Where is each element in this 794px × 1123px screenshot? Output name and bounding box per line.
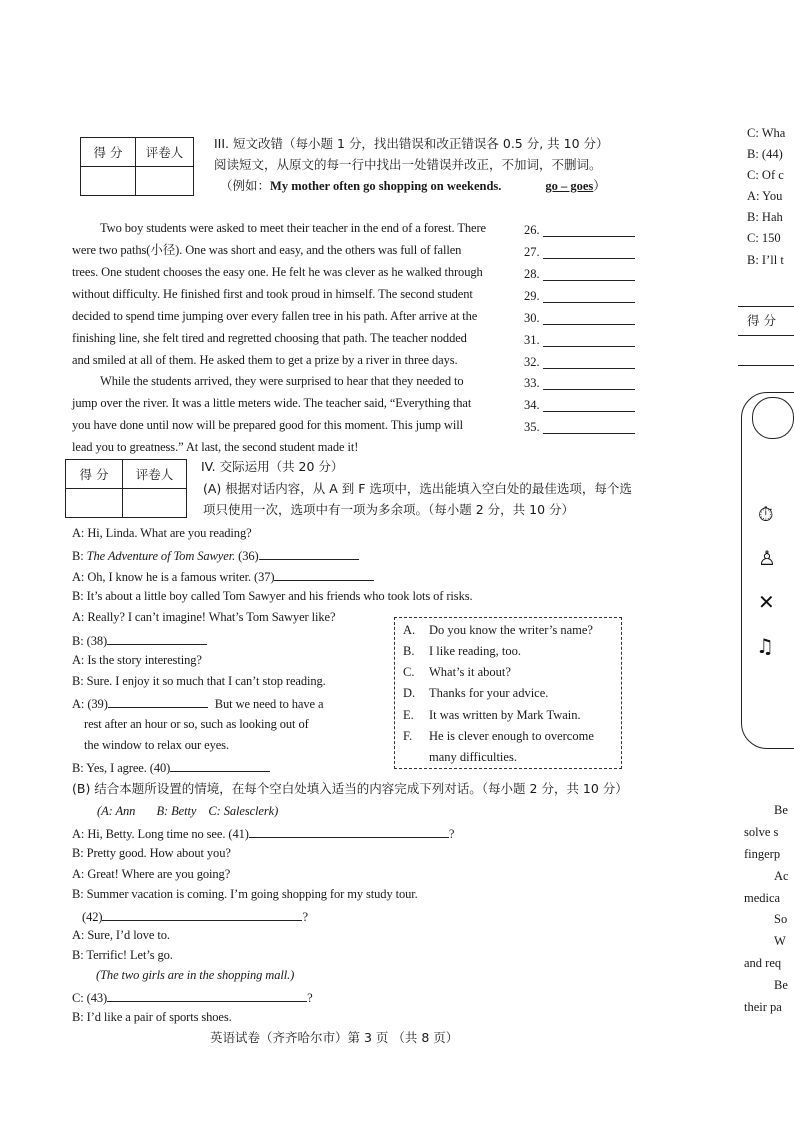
passage-line: Two boy students were asked to meet their teacher in the end of a forest. There (100, 221, 486, 235)
strip-line: Ac (774, 869, 789, 883)
answer-number-27: 27. (524, 245, 540, 259)
answer-blank-38[interactable] (107, 632, 207, 645)
grader-label: 评卷人 (123, 460, 187, 489)
roles-line: (A: Ann B: Betty C: Salesclerk) (97, 804, 279, 818)
strip-score-divider (738, 335, 794, 336)
answer-line-35[interactable] (543, 433, 635, 434)
answer-number-26: 26. (524, 223, 540, 237)
answer-line-26[interactable] (543, 236, 635, 237)
answer-blank-41[interactable] (249, 825, 449, 838)
score-label: 得 分 (66, 460, 123, 489)
strip-line: and req (744, 956, 782, 970)
passage-line: jump over the river. It was a little meters wide. The teacher said, “Everything that (72, 396, 472, 410)
answer-line-27[interactable] (543, 258, 635, 259)
option-c: C. What’s it about? (403, 665, 511, 679)
section4-partA-instruction: (A) 根据对话内容，从 A 到 F 选项中，选出能填入空白处的最佳选项，每个选 (203, 481, 632, 496)
grader-cell[interactable] (136, 167, 194, 196)
answer-blank-39[interactable] (108, 695, 208, 708)
answer-number-31: 31. (524, 333, 540, 347)
dialog-line: A: Hi, Linda. What are you reading? (72, 526, 252, 540)
passage-line: without difficulty. He finished first and took proud in himself. The second student (72, 287, 473, 301)
strip-line: their pa (744, 1000, 782, 1014)
stage-direction: (The two girls are in the shopping mall.) (96, 968, 295, 982)
strip-line: B: (44) (747, 147, 783, 161)
answer-blank-37[interactable] (274, 568, 374, 581)
strip-line: medica (744, 891, 781, 905)
answer-line-33[interactable] (543, 389, 635, 390)
passage-line: trees. One student chooses the easy one. He felt he was clever as he walked through (72, 265, 483, 279)
dialog-line: A: Is the story interesting? (72, 653, 202, 667)
right-strip (738, 0, 794, 1123)
dialog-line: A: Sure, I’d love to. (72, 928, 170, 942)
exercise-icon: ✕ (758, 590, 775, 614)
strip-line: A: You (747, 189, 783, 203)
strip-score-box (738, 306, 794, 366)
dialog-line: B: Yes, I agree. (40) (72, 759, 270, 776)
option-b: B. I like reading, too. (403, 644, 521, 658)
answer-number-30: 30. (524, 311, 540, 325)
section3-example: （例如：My mother often go shopping on weekends. go – goes） (220, 178, 606, 193)
dialog-line: rest after an hour or so, such as looking out of (84, 717, 309, 731)
option-f: F. He is clever enough to overcome (403, 729, 594, 743)
grader-label: 评卷人 (136, 138, 194, 167)
strip-line: B: I’ll t (747, 253, 784, 267)
strip-line: C: Of c (747, 168, 784, 182)
option-f-cont: many difficulties. (429, 750, 517, 764)
section3-instruction: 阅读短文，从原文的每一行中找出一处错误并改正，不加词，不删词。 (214, 157, 602, 172)
passage-line: While the students arrived, they were surprised to hear that they needed to (100, 374, 464, 388)
answer-blank-36[interactable] (259, 547, 359, 560)
answer-line-32[interactable] (543, 368, 635, 369)
page-footer: 英语试卷（齐齐哈尔市）第 3 页 （共 8 页） (210, 1030, 459, 1045)
answer-number-34: 34. (524, 398, 540, 412)
strip-line: solve s (744, 825, 779, 839)
strip-illustration-frame (741, 392, 794, 749)
dialog-line: A: (39) But we need to have a (72, 697, 324, 711)
answer-line-28[interactable] (543, 280, 635, 281)
strip-line: Be (774, 803, 788, 817)
section4-partA-instruction-cont: 项只使用一次，选项中有一项为多余项。（每小题 2 分，共 10 分） (203, 502, 575, 517)
answer-line-29[interactable] (543, 302, 635, 303)
option-d: D. Thanks for your advice. (403, 686, 549, 700)
dialog-line: B: Pretty good. How about you? (72, 846, 231, 860)
dialog-line: A: Really? I can’t imagine! What’s Tom Sawyer like? (72, 610, 336, 624)
dialog-line: the window to relax our eyes. (84, 738, 229, 752)
strip-line: Be (774, 978, 788, 992)
answer-number-28: 28. (524, 267, 540, 281)
dialog-line: B: The Adventure of Tom Sawyer. (36) (72, 547, 359, 564)
answer-number-29: 29. (524, 289, 540, 303)
dialog-line: A: Hi, Betty. Long time no see. (41) ? (72, 827, 455, 841)
example-fix: go – goes (545, 179, 594, 193)
example-sentence: My mother often go shopping on weekends. (270, 179, 502, 193)
answer-number-33: 33. (524, 376, 540, 390)
answer-blank-42[interactable] (102, 908, 302, 921)
section4-title: IV. 交际运用（共 20 分） (201, 459, 344, 474)
strip-line: W (774, 934, 786, 948)
strip-line: C: Wha (747, 126, 786, 140)
dialog-line: (42) ? (82, 910, 308, 924)
answer-blank-43[interactable] (107, 989, 307, 1002)
dialog-line: B: Sure. I enjoy it so much that I can’t stop reading. (72, 674, 326, 688)
section4-partB-instruction: (B) 结合本题所设置的情境，在每个空白处填入适当的内容完成下列对话。（每小题 2 分，共 10 分） (72, 781, 628, 796)
music-note-icon: ♫ (756, 634, 774, 658)
score-cell[interactable] (66, 489, 123, 518)
strip-line: C: 150 (747, 231, 781, 245)
dialog-line: B: (38) (72, 632, 207, 649)
score-table-section3 (80, 137, 194, 196)
strip-illustration-curl (752, 397, 794, 439)
option-e: E. It was written by Mark Twain. (403, 708, 581, 722)
strip-line: B: Hah (747, 210, 783, 224)
strip-score-label: 得 分 (747, 313, 776, 328)
dialog-line: B: I’d like a pair of sports shoes. (72, 1010, 232, 1024)
strip-line: So (774, 912, 788, 926)
answer-blank-40[interactable] (170, 759, 270, 772)
answer-line-31[interactable] (543, 346, 635, 347)
dialog-line: C: (43) ? (72, 991, 313, 1005)
answer-line-30[interactable] (543, 324, 635, 325)
option-a: A. Do you know the writer’s name? (403, 623, 593, 637)
passage-line: and smiled at all of them. He asked them to get a prize by a river in three days. (72, 353, 458, 367)
meditation-icon: ♙ (758, 546, 776, 570)
strip-line: fingerp (744, 847, 781, 861)
dialog-line: B: Summer vacation is coming. I’m going shopping for my study tour. (72, 887, 418, 901)
passage-line: you have done until now will be prepared good for this moment. This jump will (72, 418, 463, 432)
score-cell[interactable] (81, 167, 136, 196)
stopwatch-icon: ⏱ (758, 502, 774, 526)
passage-line: lead you to greatness.” At last, the second student made it! (72, 440, 359, 454)
dialog-line: B: Terrific! Let’s go. (72, 948, 173, 962)
score-label: 得 分 (81, 138, 136, 167)
passage-line: were two paths(小径). One was short and easy, and the others was full of fallen (72, 243, 462, 257)
passage-line: decided to spend time jumping over every fallen tree in his path. After arrive at the (72, 309, 478, 323)
score-table-section4 (65, 459, 187, 518)
answer-number-35: 35. (524, 420, 540, 434)
answer-number-32: 32. (524, 355, 540, 369)
passage-line: finishing line, she felt tired and regretted choosing that path. The teacher nodded (72, 331, 467, 345)
dialog-line: A: Oh, I know he is a famous writer. (37) (72, 568, 374, 585)
dialog-line: B: It’s about a little boy called Tom Sawyer and his friends who took lots of risks. (72, 589, 473, 603)
grader-cell[interactable] (123, 489, 187, 518)
dialog-line: A: Great! Where are you going? (72, 867, 231, 881)
section3-title: III. 短文改错（每小题 1 分，找出错误和改正错误各 0.5 分, 共 10 分） (214, 136, 609, 151)
answer-line-34[interactable] (543, 411, 635, 412)
